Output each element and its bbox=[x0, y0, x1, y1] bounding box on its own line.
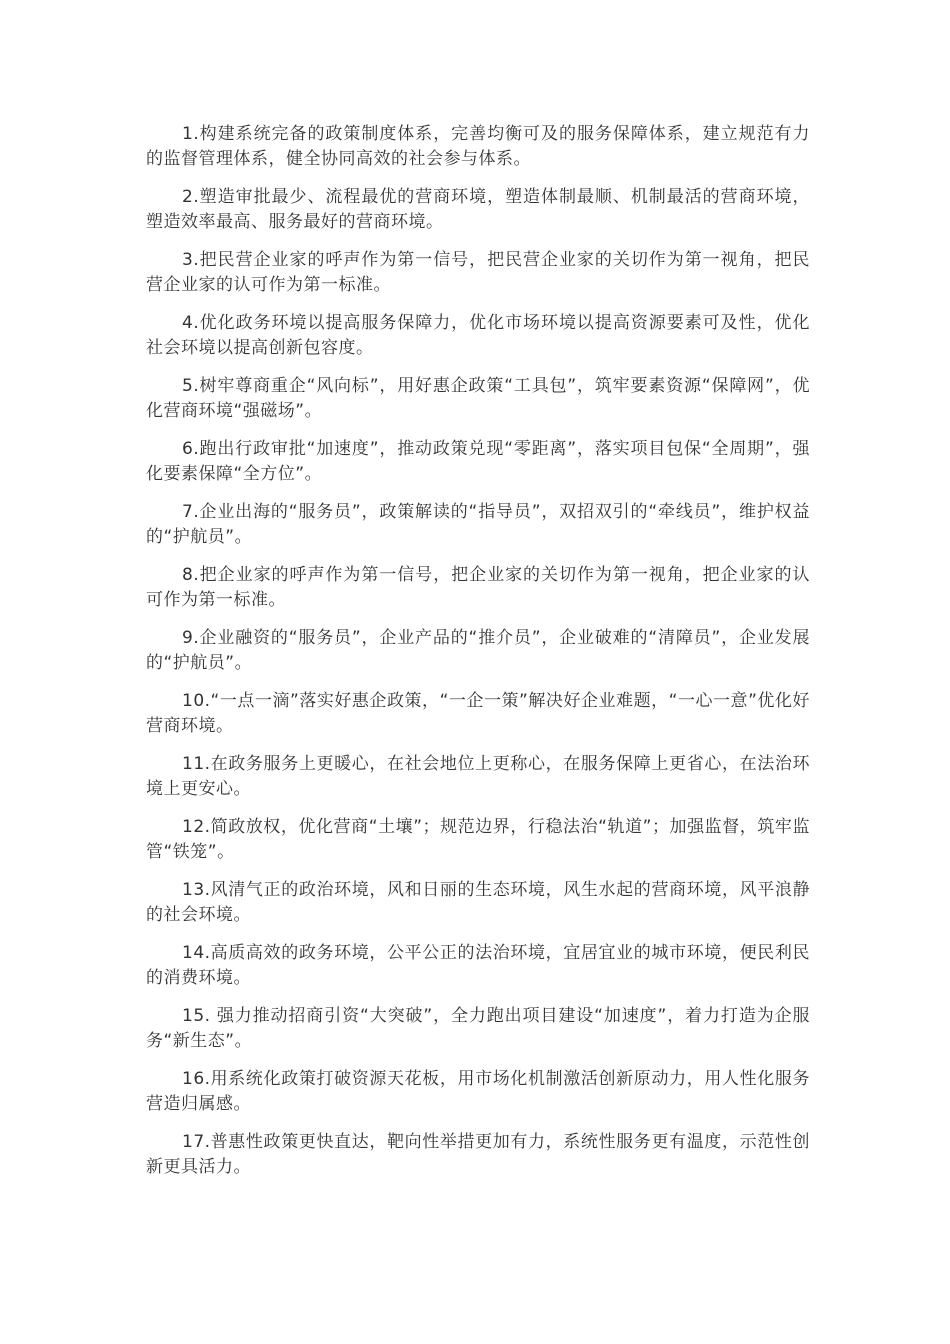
paragraph-5: 5.树牢尊商重企“风向标”，用好惠企政策“工具包”，筑牢要素资源“保障网”，优化营商环境“强磁场”。 bbox=[146, 376, 810, 421]
paragraph-14: 14.高质高效的政务环境，公平公正的法治环境，宜居宜业的城市环境，便民利民的消费环境。 bbox=[146, 943, 810, 988]
paragraph-13: 13.风清气正的政治环境，风和日丽的生态环境，风生水起的营商环境，风平浪静的社会环境。 bbox=[146, 880, 810, 925]
paragraph-16: 16.用系统化政策打破资源天花板，用市场化机制激活创新原动力，用人性化服务营造归属感。 bbox=[146, 1069, 810, 1114]
paragraph-12: 12.简政放权，优化营商“土壤”；规范边界，行稳法治“轨道”；加强监督，筑牢监管“铁笼”。 bbox=[146, 817, 810, 862]
paragraph-7: 7.企业出海的“服务员”，政策解读的“指导员”，双招双引的“牵线员”，维护权益的“护航员”。 bbox=[146, 502, 810, 547]
paragraph-4: 4.优化政务环境以提高服务保障力，优化市场环境以提高资源要素可及性，优化社会环境以提高创新包容度。 bbox=[146, 313, 810, 358]
paragraph-15: 15. 强力推动招商引资“大突破”，全力跑出项目建设“加速度”，着力打造为企服务“新生态”。 bbox=[146, 1006, 810, 1051]
paragraph-2: 2.塑造审批最少、流程最优的营商环境，塑造体制最顺、机制最活的营商环境，塑造效率最高、服务最好的营商环境。 bbox=[146, 187, 810, 232]
paragraph-8: 8.把企业家的呼声作为第一信号，把企业家的关切作为第一视角，把企业家的认可作为第一标准。 bbox=[146, 565, 810, 610]
paragraph-9: 9.企业融资的“服务员”，企业产品的“推介员”，企业破难的“清障员”，企业发展的“护航员”。 bbox=[146, 628, 810, 673]
paragraph-11: 11.在政务服务上更暖心，在社会地位上更称心，在服务保障上更省心，在法治环境上更安心。 bbox=[146, 754, 810, 799]
paragraph-10: 10.“一点一滴”落实好惠企政策，“一企一策”解决好企业难题，“一心一意”优化好营商环境。 bbox=[146, 691, 810, 736]
document-body bbox=[146, 122, 810, 1193]
paragraph-6: 6.跑出行政审批“加速度”，推动政策兑现“零距离”，落实项目包保“全周期”，强化要素保障“全方位”。 bbox=[146, 439, 810, 484]
paragraph-1: 1.构建系统完备的政策制度体系，完善均衡可及的服务保障体系，建立规范有力的监督管理体系，健全协同高效的社会参与体系。 bbox=[146, 124, 810, 169]
paragraph-17: 17.普惠性政策更快直达，靶向性举措更加有力，系统性服务更有温度，示范性创新更具活力。 bbox=[146, 1132, 810, 1177]
paragraph-3: 3.把民营企业家的呼声作为第一信号，把民营企业家的关切作为第一视角，把民营企业家的认可作为第一标准。 bbox=[146, 250, 810, 295]
